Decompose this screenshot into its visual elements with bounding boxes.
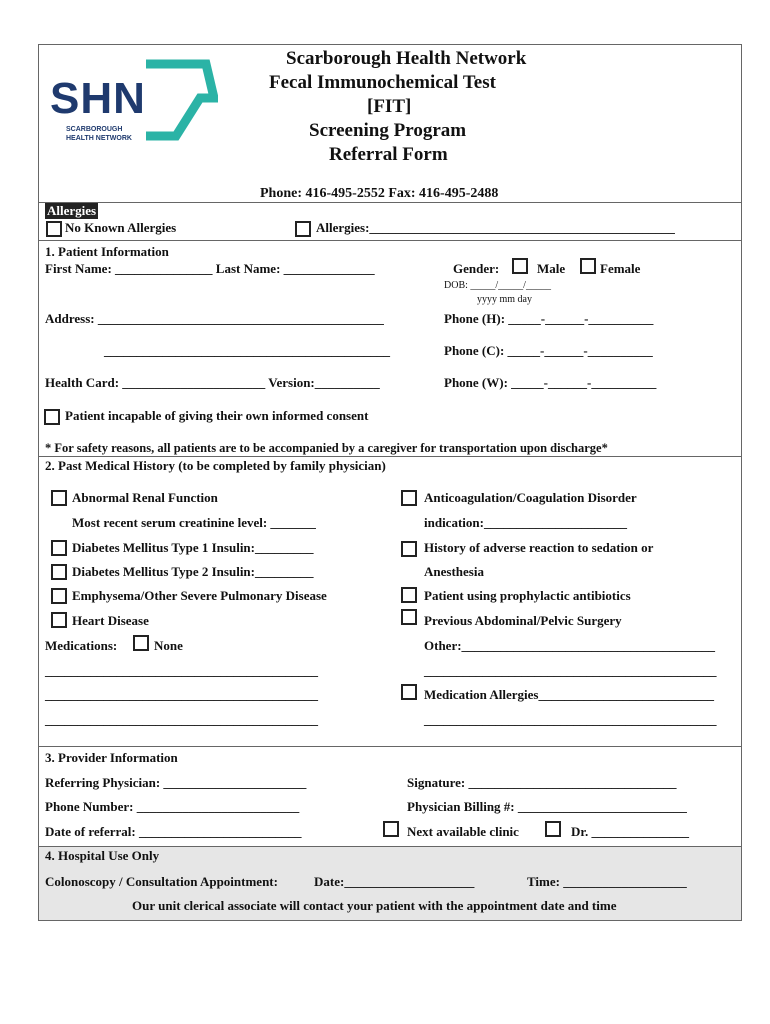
doctor-checkbox[interactable] — [545, 821, 561, 837]
clerical-note: Our unit clerical associate will contact your patient with the appointment date and time — [132, 898, 617, 913]
referral-date-field[interactable]: Date of referral: _________________________ — [45, 824, 302, 839]
anticoagulation-checkbox[interactable] — [401, 490, 417, 506]
health-card-field[interactable]: Health Card: ______________________ Version:__________ — [45, 375, 380, 390]
divider — [38, 846, 742, 847]
allergies-heading: Allergies — [47, 203, 97, 218]
anticoagulation-label: Anticoagulation/Coagulation Disorder — [424, 490, 637, 505]
provider-phone-field[interactable]: Phone Number: _________________________ — [45, 799, 300, 814]
diabetes-type1-label: Diabetes Mellitus Type 1 Insulin:_________ — [72, 540, 314, 555]
sedation-checkbox[interactable] — [401, 541, 417, 557]
consent-label: Patient incapable of giving their own informed consent — [65, 408, 369, 423]
title-line-4: Screening Program — [309, 120, 467, 141]
male-checkbox[interactable] — [512, 258, 528, 274]
diabetes-type1-checkbox[interactable] — [51, 540, 67, 556]
sedation-label-2: Anesthesia — [424, 564, 484, 579]
address-field-1[interactable]: Address: ____________________________________________ — [45, 311, 384, 326]
no-known-allergies-checkbox[interactable] — [46, 221, 62, 237]
divider — [38, 456, 742, 457]
phone-home-field[interactable]: Phone (H): _____-______-__________ — [444, 311, 654, 326]
diabetes-type2-checkbox[interactable] — [51, 564, 67, 580]
logo-subtitle-1: SCARBOROUGH — [66, 126, 123, 133]
prophylactic-checkbox[interactable] — [401, 587, 417, 603]
name-fields[interactable]: First Name: _______________ Last Name: ______________ — [45, 261, 375, 276]
renal-label: Abnormal Renal Function — [72, 490, 218, 505]
emphysema-checkbox[interactable] — [51, 588, 67, 604]
female-checkbox[interactable] — [580, 258, 596, 274]
title-line-1: Scarborough Health Network — [286, 48, 527, 69]
phone-work-field[interactable]: Phone (W): _____-______-__________ — [444, 375, 657, 390]
title-line-3: [FIT] — [367, 96, 412, 117]
medications-label: Medications: — [45, 638, 118, 653]
dob-field[interactable]: DOB: _____/_____/_____ — [444, 280, 551, 291]
history-heading: 2. Past Medical History (to be completed by family physician) — [45, 458, 386, 473]
medications-none-checkbox[interactable] — [133, 635, 149, 651]
appointment-date-field[interactable]: Date:____________________ — [314, 874, 475, 889]
creatinine-field[interactable]: Most recent serum creatinine level: _______ — [72, 515, 316, 530]
divider — [38, 202, 742, 203]
logo-subtitle-2: HEALTH NETWORK — [66, 135, 132, 142]
billing-field[interactable]: Physician Billing #: __________________________ — [407, 799, 687, 814]
title-line-5: Referral Form — [329, 144, 448, 165]
divider — [38, 240, 742, 241]
surgery-checkbox[interactable] — [401, 609, 417, 625]
prophylactic-label: Patient using prophylactic antibiotics — [424, 588, 631, 603]
renal-checkbox[interactable] — [51, 490, 67, 506]
contact-info: Phone: 416-495-2552 Fax: 416-495-2488 — [260, 186, 499, 201]
female-label: Female — [600, 261, 641, 276]
patient-info-heading: 1. Patient Information — [45, 244, 169, 259]
medications-line-1[interactable]: __________________________________________ — [45, 663, 318, 678]
next-clinic-label: Next available clinic — [407, 824, 519, 839]
appointment-label: Colonoscopy / Consultation Appointment: — [45, 874, 278, 889]
surgery-label: Previous Abdominal/Pelvic Surgery — [424, 613, 622, 628]
phone-cell-field[interactable]: Phone (C): _____-______-__________ — [444, 343, 653, 358]
other-field[interactable]: Other:_______________________________________ — [424, 638, 716, 653]
address-field-2[interactable]: ____________________________________________ — [104, 343, 390, 358]
sedation-label-1: History of adverse reaction to sedation or — [424, 540, 654, 555]
allergies-checkbox[interactable] — [295, 221, 311, 237]
appointment-time-field[interactable]: Time: ___________________ — [527, 874, 687, 889]
emphysema-label: Emphysema/Other Severe Pulmonary Disease — [72, 588, 327, 603]
referring-physician-field[interactable]: Referring Physician: ______________________ — [45, 775, 307, 790]
other-line[interactable]: _____________________________________________ — [424, 663, 717, 678]
safety-note: * For safety reasons, all patients are to be accompanied by a caregiver for transportation upon discharge* — [45, 441, 608, 455]
hospital-heading: 4. Hospital Use Only — [45, 848, 160, 863]
provider-heading: 3. Provider Information — [45, 750, 178, 765]
doctor-field[interactable]: Dr. _______________ — [571, 824, 689, 839]
medications-line-3[interactable]: __________________________________________ — [45, 712, 318, 727]
logo-text: SHN — [50, 74, 146, 123]
gender-label: Gender: — [453, 261, 500, 276]
medication-allergies-checkbox[interactable] — [401, 684, 417, 700]
medications-none-label: None — [154, 638, 183, 653]
heart-disease-label: Heart Disease — [72, 613, 149, 628]
medications-line-2[interactable]: __________________________________________ — [45, 687, 318, 702]
dob-format-hint: yyyy mm day — [477, 294, 532, 305]
signature-field[interactable]: Signature: ________________________________ — [407, 775, 677, 790]
indication-field[interactable]: indication:______________________ — [424, 515, 627, 530]
no-known-allergies-label: No Known Allergies — [65, 220, 177, 235]
allergies-field[interactable]: Allergies:_______________________________________________ — [316, 220, 675, 235]
divider — [38, 746, 742, 747]
male-label: Male — [537, 261, 566, 276]
medication-allergies-line[interactable]: _____________________________________________ — [424, 712, 717, 727]
diabetes-type2-label: Diabetes Mellitus Type 2 Insulin:_________ — [72, 564, 314, 579]
title-line-2: Fecal Immunochemical Test — [269, 72, 496, 93]
heart-disease-checkbox[interactable] — [51, 612, 67, 628]
consent-checkbox[interactable] — [44, 409, 60, 425]
medication-allergies-field[interactable]: Medication Allergies___________________________ — [424, 687, 714, 702]
next-clinic-checkbox[interactable] — [383, 821, 399, 837]
